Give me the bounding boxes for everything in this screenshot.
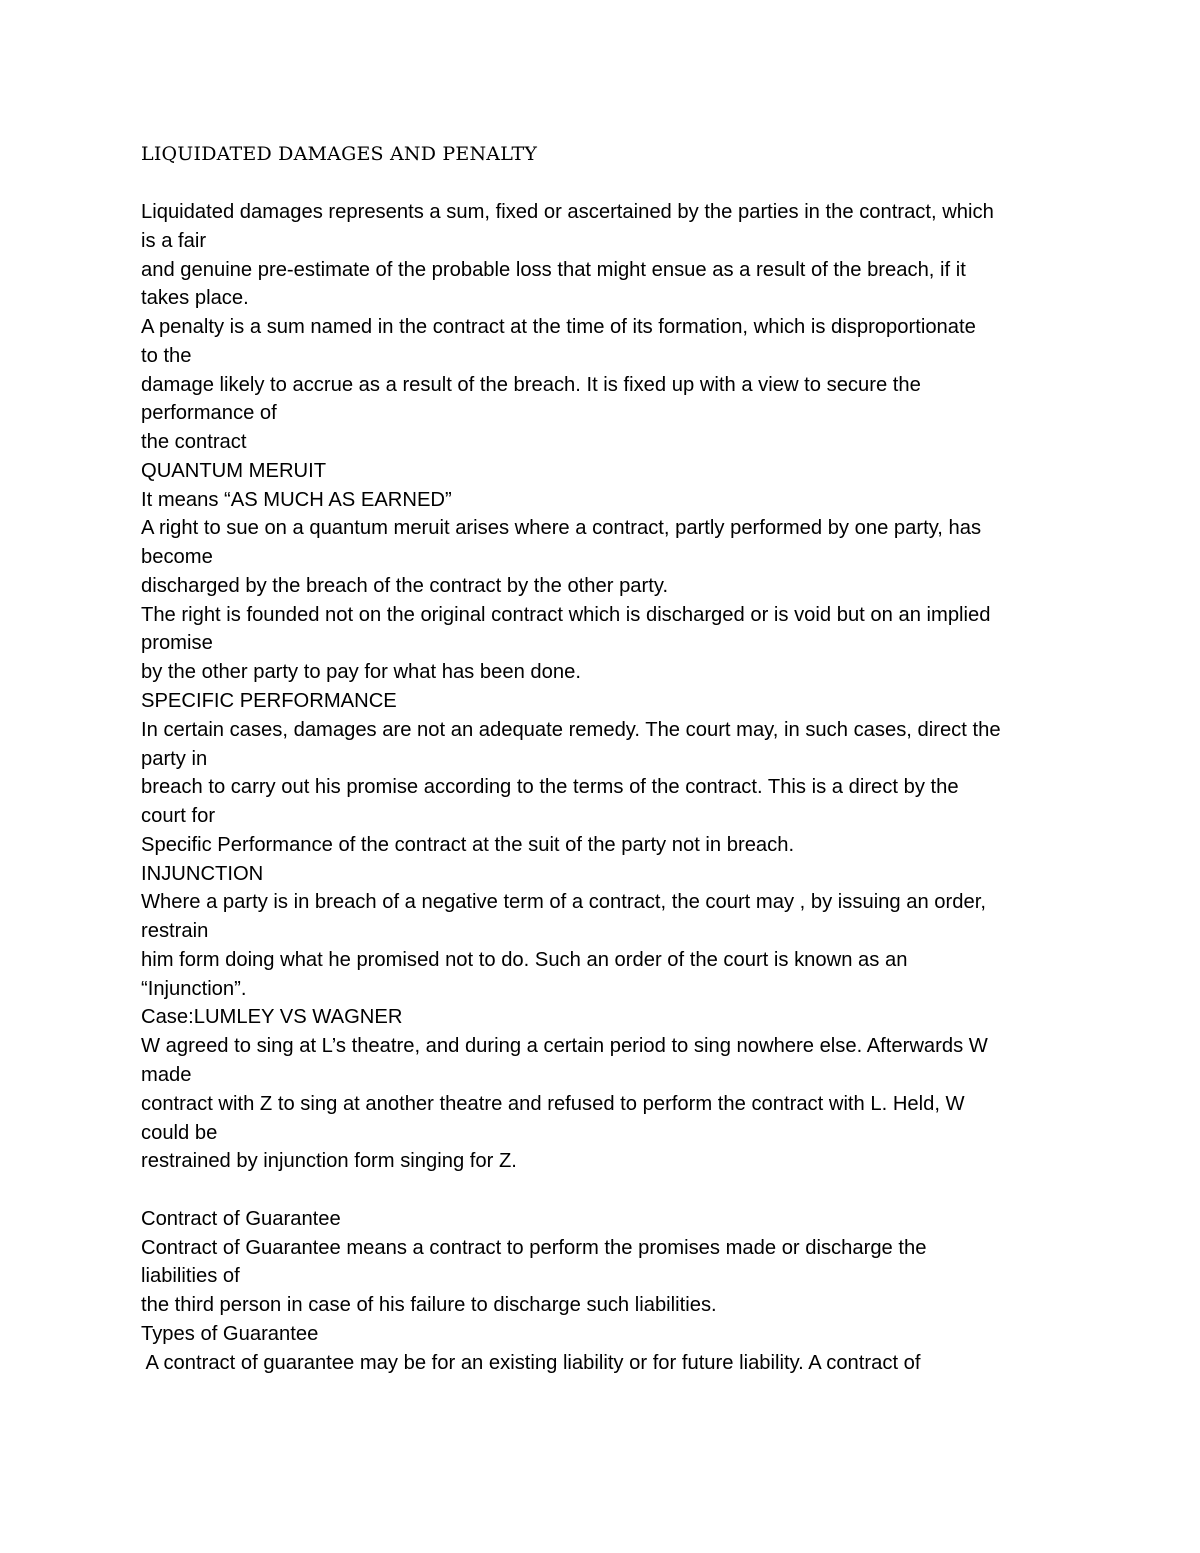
text-line: Liquidated damages represents a sum, fixed or ascertained by the parties in the contract, which <box>141 201 994 223</box>
blank-line <box>141 1176 1081 1205</box>
text-line: by the other party to pay for what has been done. <box>141 661 581 684</box>
text-line: made <box>141 1063 192 1086</box>
text-line: the third person in case of his failure to discharge such liabilities. <box>141 1294 717 1317</box>
section-heading-contract-of-guarantee: Contract of Guarantee <box>141 1207 341 1230</box>
text-line: could be <box>141 1121 218 1144</box>
text-line: him form doing what he promised not to do. Such an order of the court is known as an <box>141 948 908 971</box>
text-line: In certain cases, damages are not an adequate remedy. The court may, in such cases, direct the <box>141 718 1001 741</box>
section-heading-injunction: INJUNCTION <box>141 862 264 885</box>
text-line: A penalty is a sum named in the contract at the time of its formation, which is disproportionate <box>141 316 976 339</box>
text-line: liabilities of <box>141 1265 240 1288</box>
text-line: restrained by injunction form singing for Z. <box>141 1150 517 1173</box>
text-line: The right is founded not on the original contract which is discharged or is void but on an implied <box>141 603 991 626</box>
text-line: Contract of Guarantee means a contract to perform the promises made or discharge the <box>141 1236 927 1259</box>
text-line: It means “AS MUCH AS EARNED” <box>141 488 452 511</box>
section-heading-quantum-meruit: QUANTUM MERUIT <box>141 459 327 482</box>
text-line: A right to sue on a quantum meruit arises where a contract, partly performed by one party, has <box>141 517 982 540</box>
text-line: discharged by the breach of the contract by the other party. <box>141 574 669 597</box>
text-line: “Injunction”. <box>141 977 247 1000</box>
text-line: court for <box>141 805 216 828</box>
text-line: the contract <box>141 431 247 454</box>
text-line: performance of <box>141 402 277 425</box>
text-line: is a fair <box>141 229 207 252</box>
section-heading-specific-performance: SPECIFIC PERFORMANCE <box>141 690 397 713</box>
text-line: W agreed to sing at L’s theatre, and during a certain period to sing nowhere else. Afterwards W <box>141 1035 988 1058</box>
text-line: to the <box>141 344 192 367</box>
text-line: damage likely to accrue as a result of the breach. It is fixed up with a view to secure the <box>141 373 921 396</box>
text-line: contract with Z to sing at another theatre and refused to perform the contract with L. Held, W <box>141 1092 965 1115</box>
text-line: restrain <box>141 920 209 943</box>
text-line: party in <box>141 747 208 770</box>
document-title: LIQUIDATED DAMAGES AND PENALTY <box>141 143 538 165</box>
case-heading: Case:LUMLEY VS WAGNER <box>141 1006 403 1029</box>
section-heading-types-of-guarantee: Types of Guarantee <box>141 1322 319 1345</box>
text-line: promise <box>141 632 213 655</box>
text-line: become <box>141 546 213 569</box>
text-line: breach to carry out his promise according to the terms of the contract. This is a direct by the <box>141 776 959 799</box>
text-line: Specific Performance of the contract at the suit of the party not in breach. <box>141 833 795 856</box>
text-line: takes place. <box>141 287 249 310</box>
text-line: and genuine pre-estimate of the probable loss that might ensue as a result of the breach, if it <box>141 258 966 281</box>
text-line: A contract of guarantee may be for an existing liability or for future liability. A contract of <box>141 1351 921 1374</box>
text-line: Where a party is in breach of a negative term of a contract, the court may , by issuing an order, <box>141 891 986 914</box>
document-body <box>141 198 1081 1377</box>
